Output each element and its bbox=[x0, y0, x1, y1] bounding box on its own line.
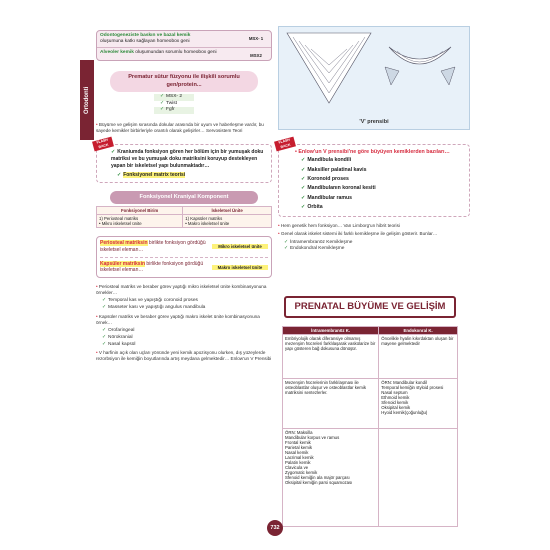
v-principle-figure bbox=[278, 26, 470, 130]
ossification-header: Endokonral K. bbox=[379, 327, 458, 335]
flashback-box-2 bbox=[278, 137, 470, 217]
kapsuler-title: Kapsüler matriksin bbox=[100, 260, 146, 267]
periosteal-title: Periosteal matriksin bbox=[100, 240, 148, 246]
v-bone-item: ✓ Koronoid proses bbox=[301, 175, 349, 182]
ossification-header: İntramembranöz K. bbox=[283, 327, 379, 335]
section-tab: Ortodonti bbox=[80, 60, 94, 140]
homeobox-row1-text: oluşumuna katkı sağlayan homeobox geni bbox=[100, 39, 190, 45]
homeobox-row1-title: Odontogeneziste baskın ve bazal kemik bbox=[100, 33, 191, 38]
flashback-question: ✓ Kraniumda fonksiyon gören her bölüm için bir yumuşak doku matriksi ve bu yumuşak doku matriksini koruyup destekleyen yapan bir iskeletsel yapı bulunmaktadır… bbox=[111, 149, 264, 169]
v-bone-item: ✓ Mandibular ramus bbox=[301, 194, 353, 201]
homeobox-row2-title: Alveoler kemik bbox=[100, 50, 134, 56]
periosteal-example: ✓ Temporal kas ve yapıştığı coronoid proses bbox=[102, 298, 198, 304]
ossification-item: ✓ İntramembranöz Kemikleşme bbox=[284, 239, 353, 245]
flashback-badge: FLASH BACK bbox=[92, 137, 114, 152]
ossification-cell: ÖRN: Mandibular kondil Temporal kemiğin styloid prosesi Nasal septum Ethmoid kemik Sfenoid kemik Oksipital kemik Hyoid kemik(çoğunluğu) bbox=[379, 379, 458, 429]
homeobox-row2-text: oluşumundan sorumlu homeobox geni bbox=[135, 50, 217, 56]
flashback-box-1 bbox=[96, 138, 272, 182]
gene-item: ✓ Twist bbox=[154, 101, 194, 108]
question-card-gene bbox=[110, 71, 258, 114]
right-column bbox=[278, 22, 470, 253]
ossification-cell: ÖRN: Maksilla Mandibular korpus ve ramus Frontal kemik Parietal kemik Nasal kemik Lacrimal kemik Palatin kemik Clavicula ve Zygomatic kemik Sfenoid kemiğin ala majör parçası Oksipital kemiğin parsi squamozası bbox=[283, 429, 379, 527]
paragraph-servo: • Büyüme ve gelişim sırasında dokular arasında bir uyum ve haberleşme vardır, bu sayede kemikler birbirleriyle orantılı olarak gelişirler… Servosistem Teori bbox=[96, 122, 264, 134]
page-number: 732 bbox=[267, 520, 283, 536]
periosteal-text: birlikte fonksiyon gördüğü iskeletsel eleman… bbox=[100, 240, 206, 253]
fk-table bbox=[96, 206, 272, 228]
kapsuler-answer: Makro iskeletsel ünite bbox=[212, 265, 268, 270]
periosteal-example: ✓ Masseter kası ve yapıştığı angulus mandibula bbox=[102, 305, 206, 311]
fk-cell: 1) Periosteal matriks • Mikro iskeletsel ünite bbox=[97, 215, 183, 228]
homeobox-row1-code: MSX- 1 bbox=[248, 36, 264, 41]
ossification-table bbox=[282, 326, 458, 527]
ossification-item: ✓ Endokondral Kemikleşme bbox=[284, 246, 345, 252]
gene-item: ✓ Fgfr bbox=[160, 107, 175, 113]
kapsuler-text: birlikte fonksiyon gördüğü iskeletsel eleman… bbox=[100, 260, 204, 274]
question-gene-title: Prematur sütur füzyonu ile ilişkili sorumlu gen/protein... bbox=[110, 71, 258, 92]
fk-cell: 1) Kapsüler matriks • Makro iskeletsel ünite bbox=[183, 215, 272, 228]
fk-header: İskeletsel Ünite bbox=[183, 207, 272, 215]
kapsuler-example: ✓ Nörokranial bbox=[102, 334, 133, 340]
ossification-cell: Embriyolojik olarak diferansiye olmamış mezenşim hücreleri farklılaşarak vaskülarize bir yapı gösteren bağ dokusuna dönüşür. bbox=[283, 335, 379, 379]
v-principle-illustration bbox=[279, 27, 471, 119]
figure-caption: 'V' prensibi bbox=[359, 119, 389, 125]
kapsuler-example: ✓ Orofaringeal bbox=[102, 328, 135, 334]
paragraph-hybrid: • Hem genetik hem fonksiyon… Van Limborg'un hibrit teorisi • Genel olarak iskelet sistemi iki farklı kemikleşme ile gelişim gösterir. Bunlar… ✓ İntramembranöz Kemikleşme ✓ Endokondral Kemikleşme bbox=[278, 223, 470, 253]
v-bone-item: ✓ Maksiller palatinal kavis bbox=[301, 166, 367, 173]
matrix-box bbox=[96, 236, 272, 278]
gene-item: ✓ MSX- 2 bbox=[160, 94, 183, 99]
kapsuler-example: ✓ Nasal kapsül bbox=[102, 341, 136, 347]
ossification-cell bbox=[379, 429, 458, 527]
ossification-cell: Mezenşim hücrelerinin farklılaşması ile osteoblastlar oluşur ve osteoblastlar kemik matriksini sentezlerler. bbox=[283, 379, 379, 429]
v-bone-item: ✓ Mandibula kondili bbox=[301, 157, 352, 164]
fk-header: Fonksiyonel Birim bbox=[97, 207, 183, 215]
flashback2-title: • Enlow'un V prensibi'ne göre büyüyen kemiklerden bazıları… bbox=[295, 149, 450, 155]
left-column bbox=[96, 22, 272, 365]
periosteal-answer: Mikro iskeletsel ünite bbox=[212, 244, 268, 249]
homeobox-box bbox=[96, 30, 272, 61]
flashback-badge: FLASH BACK bbox=[274, 137, 296, 152]
flashback-answer: ✓ Fonksiyonel matrix teorisi bbox=[117, 171, 186, 178]
ossification-cell: Öncelikle hyalin kıkırdaktan oluşan bir mayene gelmektedir bbox=[379, 335, 458, 379]
homeobox-row2-code: MSX2 bbox=[250, 53, 262, 59]
fk-table-title: Fonksiyonel Kraniyal Komponent bbox=[110, 191, 258, 204]
prenatal-heading: PRENATAL BÜYÜME VE GELİŞİM bbox=[284, 296, 456, 318]
paragraph-periosteal: • Periosteal matriks ve beraber görev yaptığı mikro iskeletsel ünite kombinasyonuna örnekler… ✓ Temporal kas ve yapıştığı coronoid proses ✓ Masseter kası ve yapıştığı angulus mandibula • Kapsüler matriks ve beraber görev yaptığı makro iskelet ünite kombinasyonuna örnek… ✓ Orofaringeal ✓ Nörokranial ✓ Nasal kapsül • V harfinin açık olan uçları yönünde yeni kemik apozisyonu olurken, dış yüzeylerde rezorbsiyon ile kemiğin boyutlarında artış meydana gelmektedir… Enlow'un V Prensibi bbox=[96, 284, 272, 362]
v-bone-item: ✓ Mandibulanın koronal kesiti bbox=[301, 185, 376, 192]
v-bone-item: ✓ Orbita bbox=[301, 203, 323, 210]
